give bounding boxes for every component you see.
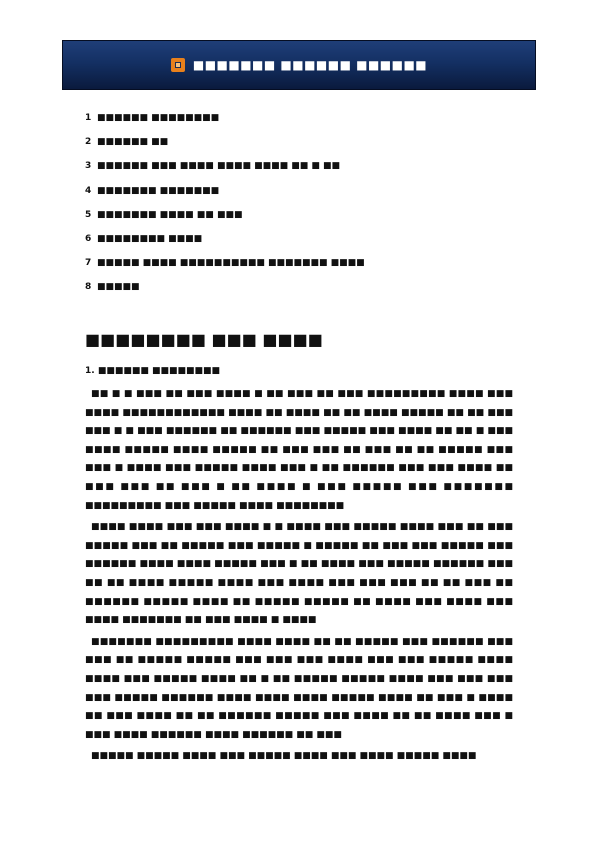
toc-text: ■■■■■■■ ■■■■■■■: [97, 185, 220, 196]
document-icon: [171, 58, 185, 72]
paragraph: ■■■■ ■■■■ ■■■ ■■■ ■■■■ ■ ■ ■■■■ ■■■ ■■■■■ ■■■■ ■■■ ■■ ■■■ ■■■■■ ■■■ ■■ ■■■■■ ■■■ ■■■■■ ■ ■■■■■ ■■ ■■■ ■■■ ■■■■■ ■■■ ■■■■■■ ■■■■ ■■■■ ■■■■■ ■■■ ■ ■■ ■■■■ ■■■ ■■■■■ ■■■■■■ ■■■ ■■ ■■ ■■■■ ■■■■■ ■■■■ ■■■ ■■■■ ■■■ ■■■ ■■■ ■■ ■■ ■■■ ■■ ■■■■■■ ■■■■■ ■■■■ ■■ ■■■■■ ■■■■■ ■■ ■■■■ ■■■ ■■■■ ■■■ ■■■■ ■■■■■■■ ■■ ■■■ ■■■■ ■ ■■■■: [85, 522, 513, 626]
toc-number: 4: [85, 185, 92, 196]
toc-number: 6: [85, 234, 92, 245]
body-text: [85, 385, 513, 785]
toc-item: [85, 227, 525, 251]
toc-number: 2: [85, 137, 92, 148]
toc-item: [85, 106, 525, 130]
toc-item: [85, 130, 525, 154]
toc-item: [85, 154, 525, 178]
toc-text: ■■■■■: [97, 282, 140, 293]
toc-item: [85, 251, 525, 275]
toc-number: 3: [85, 161, 92, 172]
toc-number: 7: [85, 258, 92, 269]
toc-text: ■■■■■■■■ ■■■■: [97, 234, 203, 245]
toc-text: ■■■■■■ ■■■ ■■■■ ■■■■ ■■■■ ■■ ■ ■■: [97, 161, 341, 172]
toc-number: 8: [85, 282, 92, 293]
paragraph: ■■ ■ ■ ■■■ ■■ ■■■ ■■■■ ■ ■■ ■■■ ■■ ■■■ ■■■■■■■■■ ■■■■ ■■■ ■■■■ ■■■■■■■■■■■■ ■■■■ ■■ ■■■■ ■■ ■■ ■■■■ ■■■■■ ■■ ■■ ■■■ ■■■ ■ ■ ■■■ ■■■■■■ ■■ ■■■■■■ ■■■ ■■■■■ ■■■ ■■■■ ■■ ■■ ■ ■■■ ■■■■ ■■■■■ ■■■■ ■■■■■ ■■ ■■■ ■■■ ■■ ■■■ ■■ ■■ ■■■■■ ■■■ ■■■ ■ ■■■■ ■■■ ■■■■■ ■■■■ ■■■ ■ ■■ ■■■■■■ ■■■ ■■■ ■■■■ ■■ ■■■ ■■■ ■■ ■■■ ■ ■■ ■■■■ ■ ■■■ ■■■■■ ■■■ ■■■■■■■ ■■■■■■■■■ ■■■ ■■■■■ ■■■■ ■■■■■■■■: [85, 389, 513, 511]
paragraph: ■■■■■■■ ■■■■■■■■■ ■■■■ ■■■■ ■■ ■■ ■■■■■ ■■■ ■■■■■■ ■■■ ■■■ ■■ ■■■■■ ■■■■■ ■■■ ■■■ ■■■ ■■■■ ■■■ ■■■ ■■■■■ ■■■■ ■■■■ ■■■ ■■■■■ ■■■■ ■■ ■ ■■ ■■■■■ ■■■■■ ■■■■ ■■■ ■■■ ■■■ ■■■ ■■■■■ ■■■■■■ ■■■■ ■■■■ ■■■■ ■■■■■ ■■■■ ■■ ■■■ ■ ■■■■ ■■ ■■■ ■■■■ ■■ ■■ ■■■■■■ ■■■■■ ■■■ ■■■■ ■■ ■■ ■■■■ ■■■ ■ ■■■ ■■■■ ■■■■■■ ■■■■ ■■■■■■ ■■ ■■■: [85, 636, 513, 740]
sub-heading: 1. ■■■■■■ ■■■■■■■■: [85, 366, 220, 376]
title-banner: [62, 40, 536, 90]
toc-text: ■■■■■■■ ■■■■ ■■ ■■■: [97, 209, 243, 220]
toc-text: ■■■■■ ■■■■ ■■■■■■■■■■ ■■■■■■■ ■■■■: [97, 258, 365, 269]
table-of-contents: [85, 106, 525, 300]
paragraph: ■■■■■ ■■■■■ ■■■■ ■■■ ■■■■■ ■■■■ ■■■ ■■■■ ■■■■■ ■■■■: [91, 751, 477, 762]
toc-item: [85, 275, 525, 299]
toc-item: [85, 203, 525, 227]
toc-text: ■■■■■■ ■■: [97, 137, 169, 148]
toc-number: 1: [85, 113, 92, 124]
banner-title: ■■■■■■■ ■■■■■■ ■■■■■■: [192, 58, 428, 72]
toc-text: ■■■■■■ ■■■■■■■■: [97, 113, 220, 124]
toc-item: [85, 179, 525, 203]
toc-number: 5: [85, 209, 92, 220]
banner-content: [171, 58, 427, 72]
section-title: ■■■■■■■■ ■■■ ■■■■: [85, 330, 323, 349]
